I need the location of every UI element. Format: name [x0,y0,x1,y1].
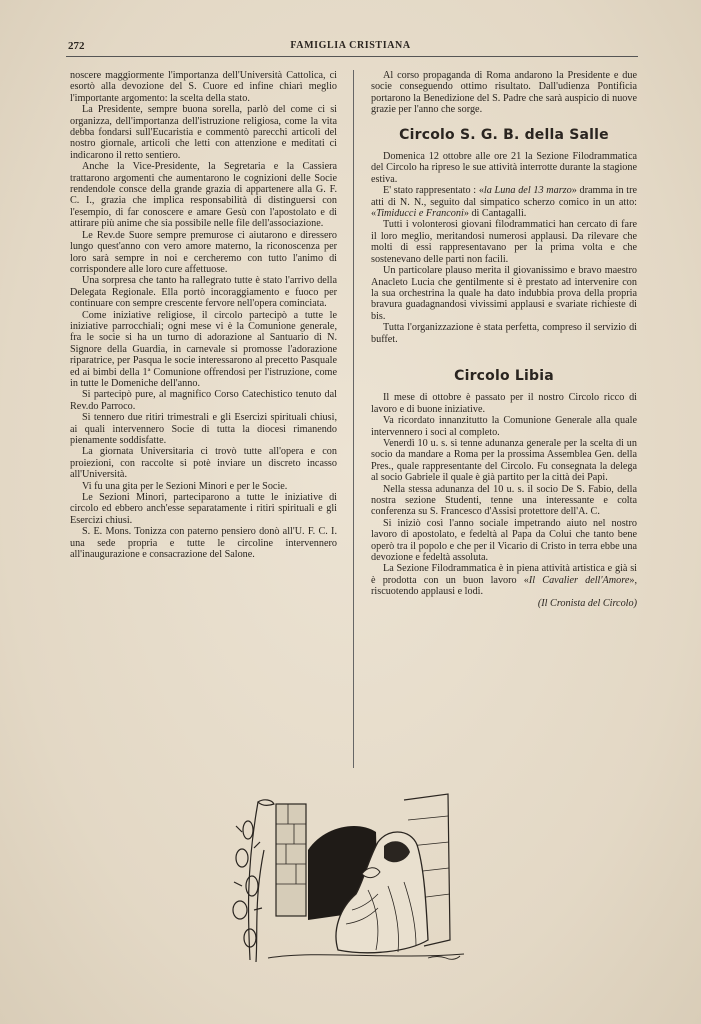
libia-paragraph: Si iniziò così l'anno sociale impetrando aiuto nel nostro lavoro di apostolato, e fedeltà al Papa da Colui che tanto bene operò tra il popolo e che per il Vicario di Cristo in terra ebbe una devozione e fedeltà assoluta. [371,517,637,564]
section-heading-salle: Circolo S. G. B. della Salle [399,126,609,143]
left-paragraph: Vi fu una gita per le Sezioni Minori e per le Socie. [82,480,288,492]
libia-paragraph: Va ricordato innanzitutto la Comunione Generale alla quale intervennero i soci al completo. [371,415,637,438]
magazine-title: FAMIGLIA CRISTIANA [290,40,411,51]
intro-paragraph: Al corso propaganda di Roma andarono la Presidente e due socie conseguendo ottimo risultato. Dall'udienza Pontificia portarono la Benedizione del S. Padre che sarà auspicio di nuove grazie per l'anno che sorge. [371,70,637,116]
right-column [371,70,637,609]
salle-paragraph: Domenica 12 ottobre alle ore 21 la Sezione Filodrammatica del Circolo ha ripreso le sue attività interrotte durante la stagione estiva. [371,151,637,185]
libia-paragraph [371,563,637,597]
left-paragraph: La giornata Universitaria ci trovò tutte all'opera e con proiezioni, con raccolte si potè inviare un discreto incasso all'Università. [70,446,337,481]
praying-monk-illustration-icon [228,790,474,966]
signoff: (Il Cronista del Circolo) [537,597,637,609]
salle-paragraph [371,185,637,219]
salle-text: » di Cantagalli. [463,208,527,220]
play-title: la Luna del 13 marzo [483,185,572,197]
libia-paragraph: Venerdì 10 u. s. si tenne adunanza generale per la scelta di un socio da mandare a Roma per la prossima Assemblea Gen. della Pres., quale rappresentante del Circolo. Fu consegnata la delega al socio Gabriele il quale è già partito per la città dei Papi. [371,437,637,484]
play-title: Timiducci e Franconi [376,208,464,220]
salle-paragraph: Tutti i volonterosi giovani filodrammatici han cercato di fare il loro meglio, meritandosi numerosi applausi. Da rilevare che molti di essi rappresentavano per la prima volta e che sostenevano delle parti non facili. [371,219,637,265]
left-paragraph: Si partecipò pure, al magnifico Corso Catechistico tenuto dal Rev.do Parroco. [70,389,337,412]
left-column [70,70,337,560]
left-paragraph: Come iniziative religiose, il circolo partecipò a tutte le iniziative parrocchiali; ogni mese vi è la Comunione generale, fra le socie si ha un turno di adorazione al Santuario di N. Signore della Guardia, in carnevale si promosse l'adorazione riparatrice, per Pasqua le socie interessarono al precetto Pasquale ed ai bimbi della 1ª Comunione offrendosi per l'istruzione, come in tutte le Domeniche dell'anno. [70,309,337,389]
libia-paragraph: Il mese di ottobre è passato per il nostro Circolo ricco di lavoro e di buone iniziative. [371,392,637,415]
salle-text: » dramma in tre atti di N. N., seguito dal simpatico scherzo comico in un atto: « [371,185,637,220]
left-paragraph: Anche la Vice-Presidente, la Segretaria e la Cassiera trattarono argomenti che aumentarono le cognizioni delle Socie rendendole consce della grande grazia di appartenere alla G. F. C. I., grazia che implica responsabilità di distinguersi con l'esempio, di far conoscere e amare Gesù con l'apostolato e di attirare più anime che sia possibile nelle file dell'associazione. [70,161,337,230]
left-paragraph: Si tennero due ritiri trimestrali e gli Esercizi spirituali chiusi, ai quali intervennero Socie di tutta la diocesi rimanendo pienamente soddisfatte. [70,412,337,446]
column-divider [353,70,354,768]
left-paragraph: Le Sezioni Minori, parteciparono a tutte le iniziative di circolo ed ebbero anch'esse separatamente i ritiri spirituali e gli Esercizi chiusi. [70,492,337,526]
play-title: Il Cavalier dell'Amore [528,574,630,586]
left-paragraph: noscere maggiormente l'importanza dell'Università Cattolica, ci esortò alla devozione del S. Cuore ed infine chiarì meglio l'importante argomento: la scelta della stato. [70,70,337,104]
libia-paragraph: Nella stessa adunanza del 10 u. s. il socio De S. Fabio, della nostra sezione Studenti, tenne una interessante e colta conferenza su S. Francesco d'Assisi protettore dell'A. C. [371,483,637,518]
page-number: 272 [68,40,85,52]
left-paragraph: Le Rev.de Suore sempre premurose ci aiutarono e diressero lungo quest'anno con vero amore materno, la riconoscenza per loro sarà sempre in noi e cercheremo con tutto l'animo di corrispondere alle loro cure affettuose. [70,229,337,275]
libia-text: », riscuotendo applausi e lodi. [371,574,637,598]
section-heading-libia: Circolo Libia [454,367,554,384]
salle-paragraph: Tutta l'organizzazione è stata perfetta, compreso il servizio di buffet. [371,322,637,345]
salle-text: E' stato rappresentato : « [383,185,484,197]
left-paragraph: Una sorpresa che tanto ha rallegrato tutte è stato l'arrivo della Delegata Regionale. Ella portò incoraggiamento e fuoco per continuare con sempre crescente fervore nell'opera cominciata. [70,275,337,310]
left-paragraph: S. E. Mons. Tonizza con paterno pensiero donò all'U. F. C. I. una sede propria e tutte le circoline intervennero all'inaugurazione e consacrazione del Salone. [70,526,337,561]
header-rule [66,56,638,57]
salle-paragraph: Un particolare plauso merita il giovanissimo e bravo maestro Anacleto Lucia che gentilmente si è prestato ad intervenire con la sua orchestrina la quale ha dato indubbia prova della propria bravura guadagnandosi vivissimi applausi e svariate richieste di bis. [371,265,637,322]
left-paragraph: La Presidente, sempre buona sorella, parlò del come ci si organizza, dell'importanza dell'istruzione religiosa, come la vita debba fondarsi sull'Eucaristia e commentò parecchi articoli del nostro giornale, articoli che letti con attenzione e meditati ci indicarono il retto sentiero. [70,104,337,161]
libia-text: La Sezione Filodrammatica è in piena attività artistica e già si è prodotta con un buon lavoro « [371,563,637,586]
